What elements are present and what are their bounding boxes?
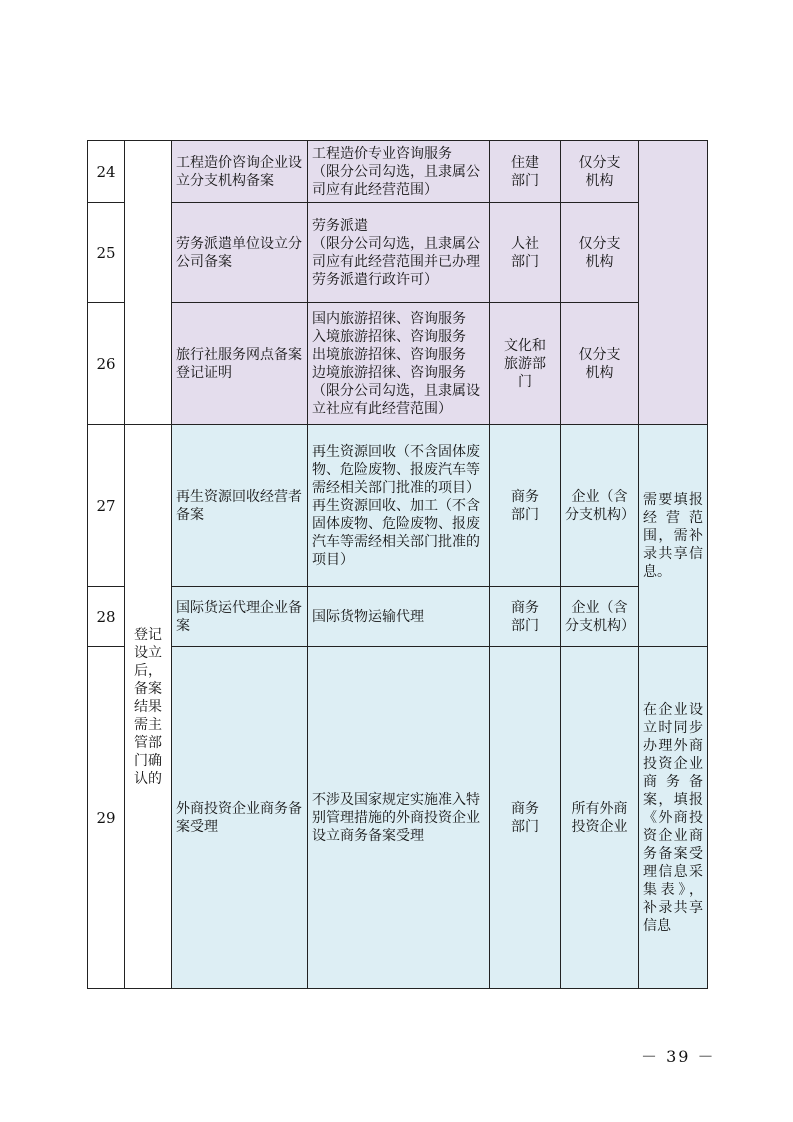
table-row [88, 587, 708, 647]
row-number: 25 [88, 203, 125, 303]
competent-department: 商务 部门 [490, 647, 561, 989]
table-row [88, 425, 708, 587]
table-row [88, 203, 708, 303]
business-scope: 劳务派遣 （限分公司勾选，且隶属公司应有此经营范围并已办理劳务派遣行政许可） [308, 203, 490, 303]
filing-items-table [87, 140, 708, 989]
competent-department: 住建 部门 [490, 141, 561, 203]
applicable-entity: 企业（含分支机构） [561, 587, 639, 647]
business-scope: 国际货物运输代理 [308, 587, 490, 647]
business-scope: 工程造价专业咨询服务 （限分公司勾选，且隶属公司应有此经营范围） [308, 141, 490, 203]
row-number: 29 [88, 647, 125, 989]
filing-item-name: 外商投资企业商务备案受理 [172, 647, 308, 989]
row-number: 24 [88, 141, 125, 203]
group-label: 登记设立后，备案结果需主管部门确认的 [125, 425, 172, 989]
filing-item-name: 工程造价咨询企业设立分支机构备案 [172, 141, 308, 203]
applicable-entity: 仅分支 机构 [561, 141, 639, 203]
filing-item-name: 国际货运代理企业备案 [172, 587, 308, 647]
table-row [88, 647, 708, 989]
remark-note: 在企业设立时同步办理外商投资企业商务备案，填报《外商投资企业商务备案受理信息采集表》，补录共享信息 [639, 647, 708, 989]
group-cell-empty [125, 141, 172, 425]
table-row [88, 141, 708, 203]
filing-item-name: 旅行社服务网点备案登记证明 [172, 303, 308, 425]
remark-note: 需要填报经营范围，需补录共享信息。 [639, 425, 708, 647]
competent-department: 商务 部门 [490, 425, 561, 587]
business-scope: 国内旅游招徕、咨询服务 入境旅游招徕、咨询服务 出境旅游招徕、咨询服务 边境旅游招徕、咨询服务 （限分公司勾选，且隶属设立社应有此经营范围） [308, 303, 490, 425]
row-number: 28 [88, 587, 125, 647]
applicable-entity: 企业（含分支机构） [561, 425, 639, 587]
filing-item-name: 再生资源回收经营者备案 [172, 425, 308, 587]
row-number: 27 [88, 425, 125, 587]
remark-cell-empty [639, 141, 708, 425]
table-row [88, 303, 708, 425]
business-scope: 再生资源回收（不含固体废物、危险废物、报废汽车等需经相关部门批准的项目） 再生资源回收、加工（不含固体废物、危险废物、报废汽车等需经相关部门批准的项目） [308, 425, 490, 587]
competent-department: 文化和 旅游部 门 [490, 303, 561, 425]
applicable-entity: 所有外商投资企业 [561, 647, 639, 989]
applicable-entity: 仅分支 机构 [561, 203, 639, 303]
filing-item-name: 劳务派遣单位设立分公司备案 [172, 203, 308, 303]
business-scope: 不涉及国家规定实施准入特别管理措施的外商投资企业设立商务备案受理 [308, 647, 490, 989]
applicable-entity: 仅分支 机构 [561, 303, 639, 425]
page-number: － 39 － [641, 1047, 716, 1066]
row-number: 26 [88, 303, 125, 425]
competent-department: 商务 部门 [490, 587, 561, 647]
competent-department: 人社 部门 [490, 203, 561, 303]
